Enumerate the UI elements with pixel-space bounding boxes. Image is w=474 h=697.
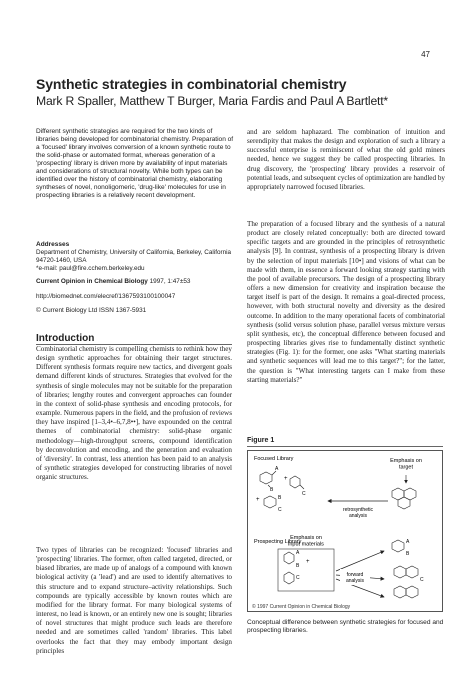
prospecting-precursor-1 (284, 550, 300, 569)
introduction-paragraph-2: Two types of libraries can be recognized: 'focused' libraries and 'prospecting' libraries. The former, often called targeted, directed, or biased libraries, are made up of analogs of a compound with known biological activity (a 'lead') and are used to identify alternatives to this structure and to expand structure–activity relationships. Such compounds are typically accessible by known routes which are modified for the library format. For many biological systems of interest, no lead is known, or an entirely new one is sought; libraries of novel structures that might produce such leads are therefore needed and are sometimes called 'random' libraries. This label overlooks the fact that they may embody important design principles (36, 546, 232, 655)
prospecting-library-label: Prospecting Library (254, 539, 302, 545)
figure-caption: Conceptual difference between synthetic strategies for focused and prospecting libraries. (247, 619, 444, 635)
focus-target-text-line: target (398, 464, 414, 471)
address-block (36, 249, 241, 273)
figure-copyright: © 1997 Current Opinion in Chemical Biology (252, 604, 351, 610)
emphasis-input-label (288, 535, 324, 548)
retro-text-line: retrosynthetic (342, 507, 374, 513)
retrosynthetic-label (343, 507, 374, 519)
prospecting-product-3 (394, 586, 418, 598)
forward-text-line: forward (346, 572, 364, 578)
input-text-line: Emphasis on (290, 535, 322, 541)
introduction-paragraph-1: Combinatorial chemistry is compelling chemists to rethink how they design synthetic approaches for obtaining their target structures. Different synthesis formats require new tactics, and divergent goals demand different kinds of structures. Strategies that evolved for the synthesis of single molecules may not be suitable for the preparation of libraries; lengthy routes and convergent approaches can founder in the context of solid-phase synthesis and encoding protocols, for example. Numerous papers in the field, and the profusion of reviews they have inspired [1–3,4•–6,7,8••], have expounded on the central themes of combinatorial chemistry: solid-phase organic methodology—high-throughput screens, compound identification by deconvolution and encoding, and the generation and evaluation of 'diversity'. In contrast, less attention has been paid to an analysis of synthetic strategies developed for constructing libraries of novel organic structures. (36, 345, 232, 482)
svg-text:C: C (420, 577, 424, 583)
svg-text:C: C (296, 575, 300, 581)
svg-text:A: A (406, 539, 410, 545)
retro-text-line: analysis (348, 513, 368, 519)
right-paragraph-1: and are seldom haphazard. The combination of intuition and serendipity that makes the design and exploration of such a library a successful enterprise is reminiscent of what the old gold miners needed, hence we suggest they be called prospecting libraries. In drug discovery, the 'prospecting' library provides a reservoir of potential leads, and subsequent cycles of optimization are handled by appropriately narrowed focused libraries. (247, 128, 445, 191)
forward-analysis-label (346, 572, 365, 584)
article-authors: Mark R Spaller, Matthew T Burger, Maria Fardis and Paul A Bartlett* (36, 94, 388, 108)
journal-name: Current Opinion in Chemical Biology (36, 278, 148, 285)
focus-target-text-line: Emphasis on (390, 458, 422, 464)
figure-diagram (248, 451, 442, 611)
focused-precursor-3 (264, 495, 282, 513)
copyright-line: © Current Biology Ltd ISSN 1367-5931 (36, 307, 147, 314)
forward-text-line: analysis (345, 578, 365, 584)
svg-text:+: + (284, 476, 288, 482)
forward-arrow-1 (336, 551, 384, 571)
svg-text:B: B (406, 551, 410, 557)
emphasis-target-label (390, 458, 422, 471)
page-number: 47 (421, 50, 430, 59)
introduction-heading: Introduction (36, 333, 95, 344)
svg-text:B: B (278, 495, 282, 501)
svg-text:C: C (278, 507, 282, 513)
article-title: Synthetic strategies in combinatorial chemistry (36, 76, 347, 92)
svg-text:A: A (296, 550, 300, 556)
input-text-line: input materials (288, 541, 324, 548)
focused-precursor-2 (290, 476, 306, 497)
svg-text:+: + (256, 497, 260, 503)
focused-library-label: Focused Library (254, 456, 294, 462)
figure-1 (247, 450, 443, 612)
figure-rule (247, 446, 443, 447)
group-c-label: C (302, 491, 306, 497)
prospecting-product-1 (392, 539, 410, 557)
right-paragraph-2: The preparation of a focused library and the synthesis of a natural product are closely related conceptually: both are directed toward specific targets and are grounded in the principles of retrosynthetic analysis [9]. In contrast, synthesis of a prospecting library is driven by the selection of input materials [10•] and visions of what can be made with them, in essence a forward looking strategy starting with the pool of available precursors. The design of a prospecting library offers a new dimension for creativity and inspiration because the target itself is part of the design. It remains a goal-directed process, however, with both structural novelty and diversity as the desired outcome. In addition to the many operational facets of combinatorial synthesis (solid versus solution phase, parallel versus mixture versus split synthesis, etc), the conceptual difference between focused and prospecting libraries gives rise to fundamentally distinct synthetic strategies (Fig. 1): for the former, one asks "What starting materials and synthetic sequences will lead me to this target?"; for the latter, the question is "What interesting targets can I make from these starting materials?" (247, 220, 445, 384)
input-materials-box (278, 549, 334, 591)
focused-precursor-1 (260, 466, 279, 493)
journal-volume: 1997, 1:47±53 (149, 278, 191, 285)
svg-text:+: + (306, 559, 310, 565)
group-b-label: B (270, 487, 274, 493)
group-a-label: A (275, 466, 279, 472)
prospecting-precursor-2 (284, 572, 300, 584)
addresses-heading: Addresses (36, 241, 70, 248)
abstract: Different synthetic strategies are required for the two kinds of libraries being developed for combinatorial chemistry. Preparation of a 'focused' library involves conversion of a known synthetic route to the solid-phase or automated format, whereas generation of a 'prospecting' library is driven more by availability of input materials and considerations of structural novelty. While both types can be identified over the history of combinatorial chemistry, elaborating syntheses of novel, nonoligomeric, 'drug-like' molecules for use in prospecting libraries is a relatively recent development. (36, 128, 234, 200)
focused-target-molecule (392, 488, 416, 509)
svg-text:B: B (296, 563, 300, 569)
prospecting-product-2 (394, 566, 424, 583)
figure-title: Figure 1 (247, 437, 275, 444)
journal-citation (36, 278, 190, 285)
article-url[interactable]: http://biomednet.com/elecref/1367593100100047 (36, 293, 176, 300)
email-text: *e-mail: paul@fire.cchem.berkeley.edu (36, 264, 145, 272)
address-text: Department of Chemistry, University of California, Berkeley, California 94720-1460, USA (36, 249, 232, 264)
